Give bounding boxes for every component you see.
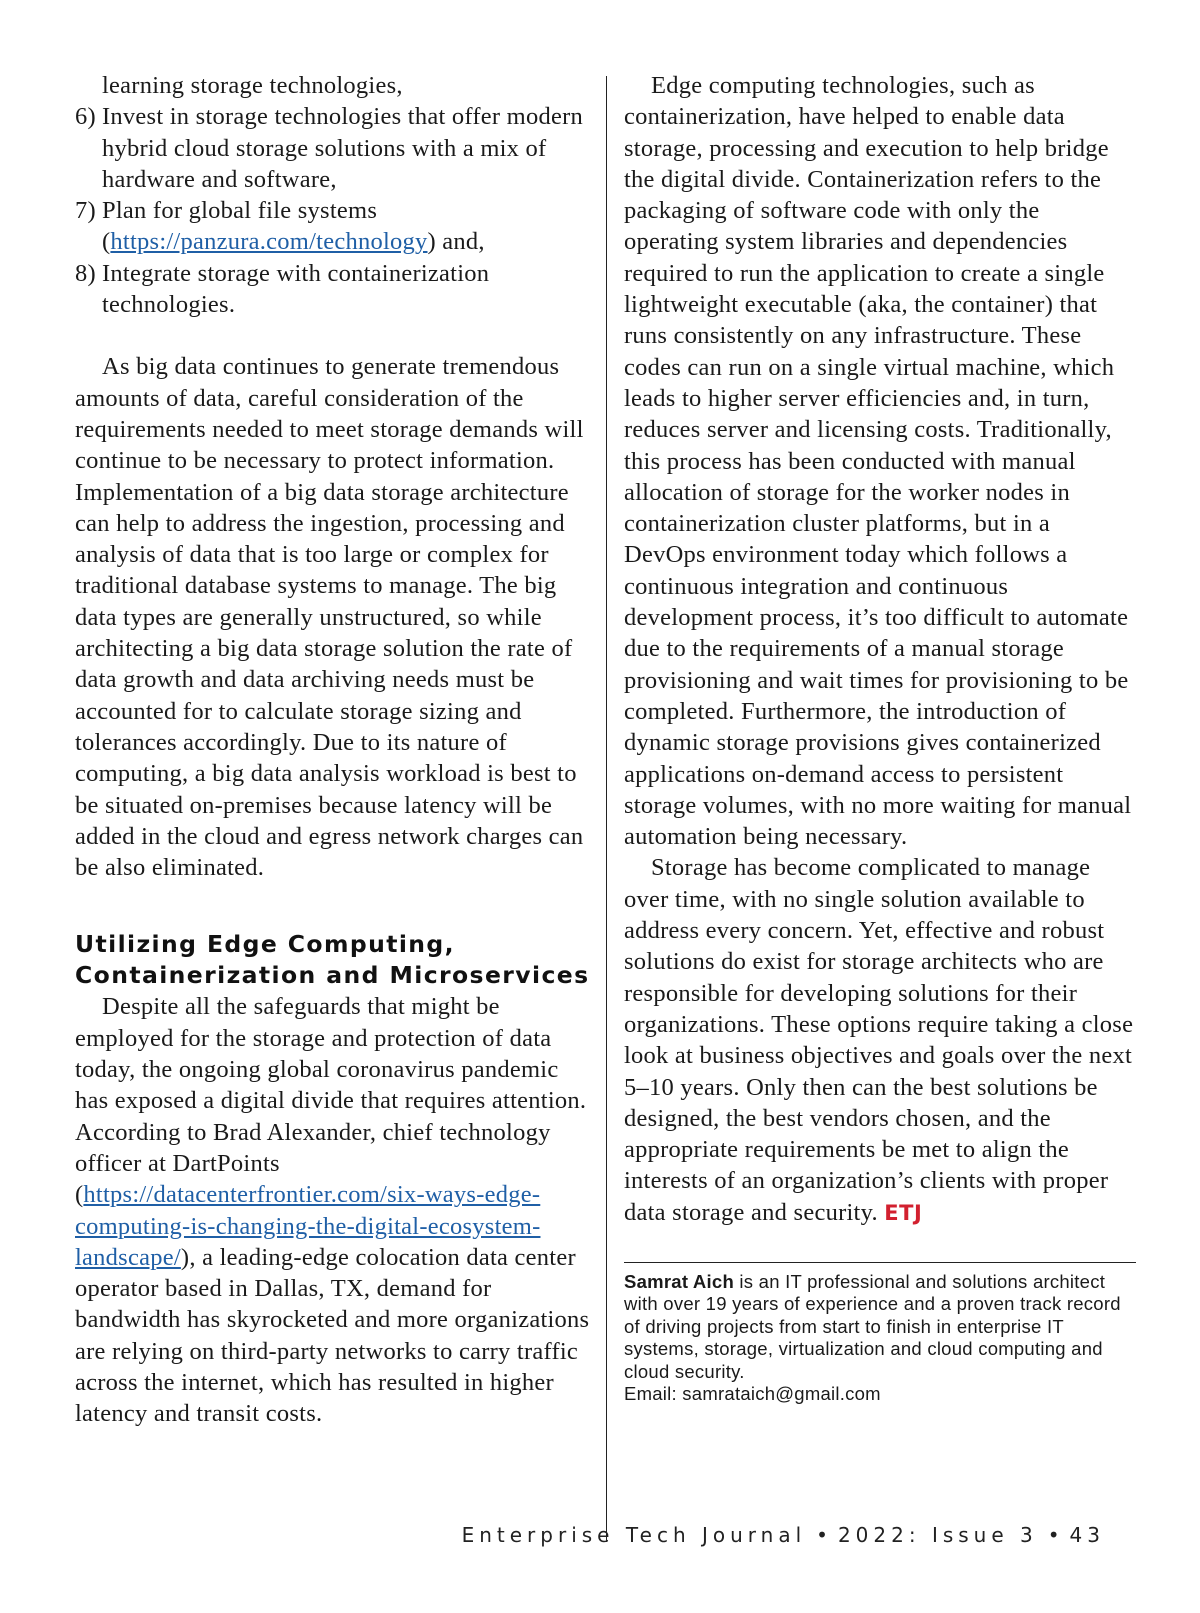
- list-item-text: Invest in storage technologies that offer modern hybrid cloud storage solutions with a mix of hardware and software,: [102, 103, 583, 193]
- page-footer: [462, 1523, 1105, 1547]
- section-heading-line-2: Containerization and Microservices: [75, 961, 590, 990]
- list-item-number: 8): [75, 259, 96, 287]
- page-number: 43: [1069, 1523, 1105, 1547]
- author-bio-text: is an IT professional and solutions architect with over 19 years of experience and a proven track record of driving projects from start to finish in enterprise IT systems, storage, virtualization and cloud computing and cloud security.: [624, 1270, 1121, 1382]
- list-lead-continuation: learning storage technologies,: [102, 72, 403, 99]
- list-item: [75, 258, 595, 321]
- conclusion-text: Storage has become complicated to manage over time, with no single solution available to address every concern. Yet, effective and robust solutions do exist for storage architects who are responsible for developing solutions for their organizations. These options require taking a close look at business objectives and goals over the next 5–10 years. Only then can the best solutions be designed, the best vendors chosen, and the appropriate requirements be met to align the interests of an organization’s clients with proper data storage and security.: [624, 854, 1134, 1226]
- section-heading-line-1: Utilizing Edge Computing,: [75, 930, 455, 959]
- list-item-number: 6): [75, 103, 96, 131]
- conclusion-paragraph: [624, 852, 1136, 1229]
- datacenterfrontier-link[interactable]: https://datacenterfrontier.com/six-ways-edge-computing-is-changing-the-digital-ecosystem-landscape/: [75, 1181, 541, 1271]
- footer-issue: 2022: Issue 3: [837, 1523, 1038, 1547]
- author-bio: [624, 1271, 1136, 1406]
- paragraph-text-after: ), a leading-edge colocation data center operator based in Dallas, TX, demand for bandwidth has skyrocketed and more organizations are relying on third-party networks to carry traffic across the internet, which has resulted in higher latency and transit costs.: [75, 1243, 590, 1428]
- left-column: [75, 70, 595, 1430]
- author-email: Email: samrataich@gmail.com: [624, 1383, 881, 1405]
- list-item-text-before: Plan for global file systems (: [102, 197, 378, 256]
- footer-bullet: •: [1047, 1523, 1060, 1547]
- recommendation-list: [75, 101, 595, 320]
- footer-bullet: •: [816, 1523, 828, 1547]
- panzura-link[interactable]: https://panzura.com/technology: [110, 228, 428, 256]
- author-name: Samrat Aich: [624, 1270, 735, 1292]
- right-column: [624, 70, 1136, 1406]
- etj-end-mark: ETJ: [884, 1200, 923, 1225]
- edge-intro-paragraph: [75, 991, 595, 1429]
- containerization-paragraph: Edge computing technologies, such as containerization, have helped to enable data storage, processing and execution to help bridge the digital divide. Containerization refers to the packaging of software code with only the operating system libraries and dependencies required to run the application to create a single lightweight executable (aka, the container) that runs consistently on any infrastructure. These codes can run on a single virtual machine, which leads to higher server efficiencies and, in turn, reduces server and licensing costs. Traditionally, this process has been conducted with manual allocation of storage for the worker nodes in containerization cluster platforms, but in a DevOps environment today which follows a continuous integration and continuous development process, it’s too difficult to automate due to the requirements of a manual storage provisioning and wait times for provisioning to be completed. Furthermore, the introduction of dynamic storage provisions gives containerized applications on-demand access to persistent storage volumes, with no more waiting for manual automation being necessary.: [624, 72, 1132, 851]
- list-item-text-after: ) and,: [427, 228, 485, 256]
- paragraph-text-before: Despite all the safeguards that might be employed for the storage and protection of data today, the ongoing global coronavirus pandemic has exposed a digital divide that requires attention. According to Brad Alexander, chief technology officer at DartPoints (: [75, 993, 587, 1209]
- list-item-number: 7): [75, 197, 96, 225]
- list-item-text: Integrate storage with containerization technologies.: [102, 259, 490, 319]
- big-data-paragraph: As big data continues to generate tremendous amounts of data, careful consideration of the requirements needed to meet storage demands will continue to be necessary to protect information. Implementation of a big data storage architecture can help to address the ingestion, processing and analysis of data that is too large or complex for traditional database systems to manage. The big data types are generally unstructured, so while architecting a big data storage solution the rate of data growth and data archiving needs must be accounted for to calculate storage sizing and tolerances accordingly. Due to its nature of computing, a big data analysis workload is best to be situated on-premises because latency will be added in the cloud and egress network charges can be also eliminated.: [75, 353, 584, 882]
- bio-divider: [624, 1262, 1136, 1263]
- list-item: [75, 101, 595, 195]
- section-heading: [75, 929, 595, 991]
- footer-publication: Enterprise Tech Journal: [461, 1523, 807, 1547]
- column-divider: [606, 76, 607, 1542]
- list-item: [75, 195, 595, 258]
